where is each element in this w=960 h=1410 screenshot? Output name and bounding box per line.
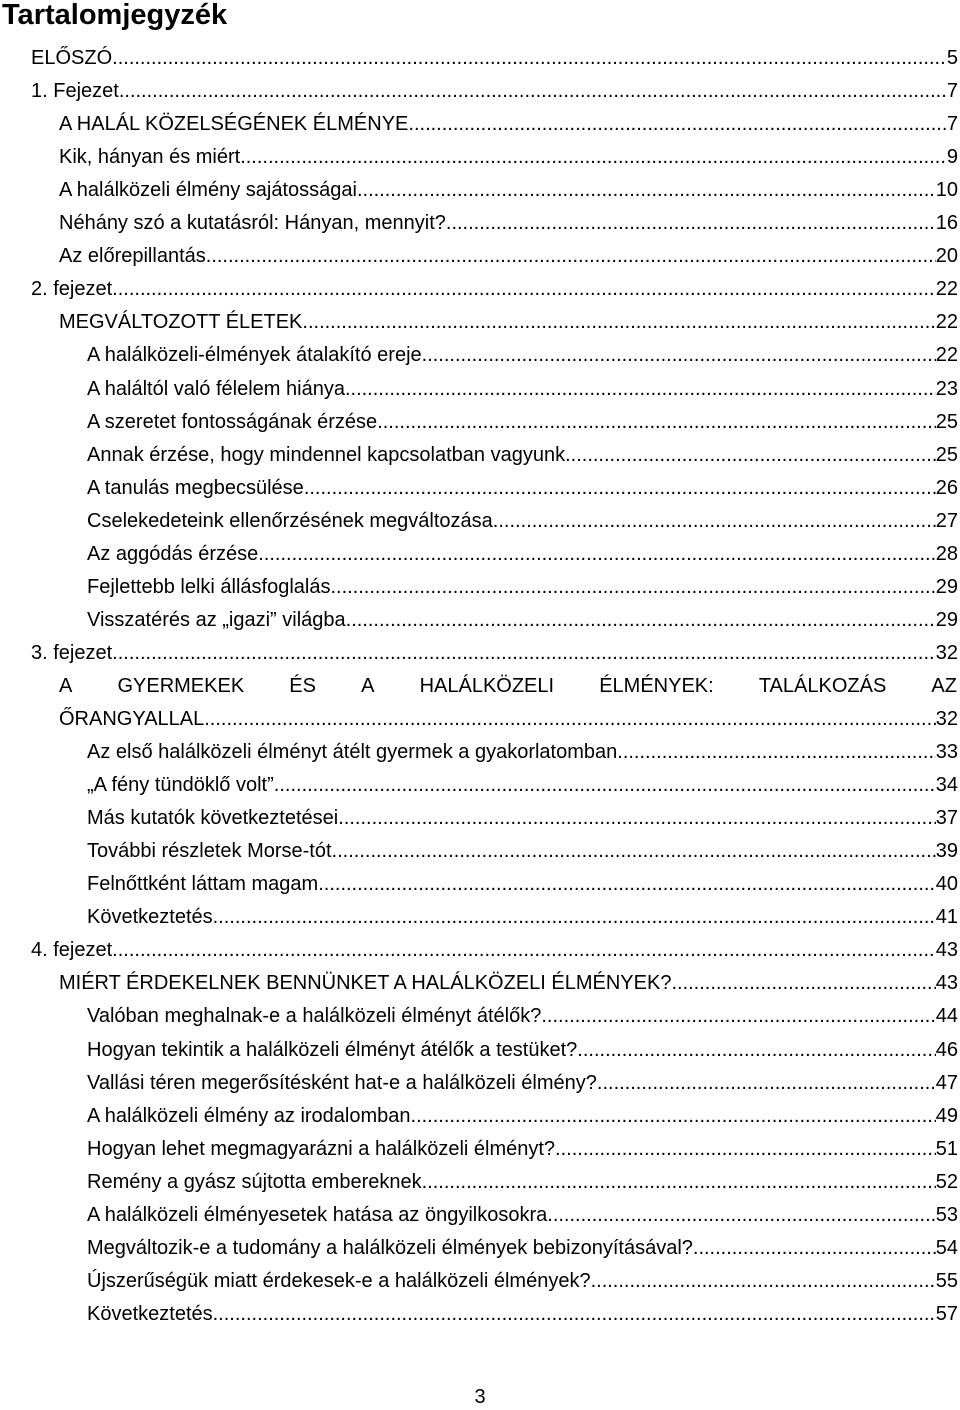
dot-leader [213, 903, 936, 931]
toc-title: Tartalomjegyzék [2, 0, 228, 31]
toc-entry-label: Néhány szó a kutatásról: Hányan, mennyit?. [59, 212, 452, 234]
dot-leader [422, 1168, 936, 1196]
toc-entry-page-number: 40 [935, 873, 958, 895]
toc-entry-page-number: 10 [935, 179, 958, 201]
toc-entry-label: Felnőttként láttam magam [87, 873, 319, 895]
toc-entry-label: Hogyan lehet megmagyarázni a halálközeli élményt? [87, 1138, 556, 1160]
toc-entry-label: Cselekedeteink ellenőrzésének megváltozása [87, 510, 493, 532]
toc-entry-page-number: 16 [935, 212, 958, 234]
toc-entry-label: 1. Fejezet. [31, 80, 125, 102]
toc-entry[interactable] [87, 1267, 958, 1295]
toc-entry-page-number: 39 [935, 840, 958, 862]
heading-word: A [59, 675, 73, 697]
toc-entry-page-number: 44 [935, 1005, 958, 1027]
toc-entry[interactable] [87, 1234, 958, 1262]
toc-entry[interactable] [87, 771, 958, 799]
toc-entry-page-number: 25 [935, 411, 958, 433]
toc-entry-label: A HALÁL KÖZELSÉGÉNEK ÉLMÉNYE. [59, 113, 414, 135]
dot-leader [304, 474, 936, 502]
toc-entry-page-number: 20 [935, 245, 958, 267]
dot-leader [363, 176, 936, 204]
toc-entry-page-number: 5 [946, 47, 958, 69]
toc-entry-page-number: 34 [935, 774, 958, 796]
toc-entry-page-number: 37 [935, 807, 958, 829]
toc-entry[interactable] [87, 1036, 958, 1064]
dot-leader [617, 738, 935, 766]
toc-entry[interactable] [31, 77, 958, 105]
toc-entry-page-number: 7 [946, 113, 958, 135]
toc-entry[interactable] [87, 606, 958, 634]
toc-entry[interactable] [31, 275, 958, 303]
toc-entry[interactable] [59, 242, 958, 270]
dot-leader [332, 837, 936, 865]
toc-entry-page-number: 7 [946, 80, 958, 102]
toc-entry-label: A halálközeli-élmények átalakító ereje [87, 344, 422, 366]
dot-leader [547, 1201, 935, 1229]
toc-entry-label: Hogyan tekintik a halálközeli élményt átélők a testüket? [87, 1039, 578, 1061]
dot-leader [112, 936, 936, 964]
toc-entry-page-number: 47 [935, 1072, 958, 1094]
dot-leader [541, 1002, 935, 1030]
toc-entry[interactable] [87, 1102, 958, 1130]
dot-leader [204, 705, 936, 733]
dot-leader [258, 540, 936, 568]
dot-leader [565, 441, 936, 469]
toc-entry-page-number: 33 [935, 741, 958, 763]
toc-entry-page-number: 22 [935, 344, 958, 366]
dot-leader [330, 573, 935, 601]
heading-word: HALÁLKÖZELI [419, 675, 555, 697]
toc-entry[interactable] [87, 804, 958, 832]
toc-entry-label: Az első halálközeli élményt átélt gyermek a gyakorlatomban [87, 741, 618, 763]
dot-leader [318, 870, 936, 898]
dot-leader [213, 1300, 936, 1328]
dot-leader [118, 44, 947, 72]
toc-entry[interactable] [59, 308, 958, 336]
toc-entry-page-number: 43 [935, 972, 958, 994]
toc-entry-label: A halálközeli élmény sajátosságai. [59, 179, 363, 201]
toc-entry-label: Más kutatók következtetései [87, 807, 339, 829]
dot-leader [118, 275, 936, 303]
heading-word: ÉLMÉNYEK: [599, 675, 714, 697]
toc-entry[interactable] [59, 143, 958, 171]
toc-entry[interactable] [87, 540, 958, 568]
toc-entry-label: A haláltól való félelem hiánya [87, 378, 345, 400]
toc-entry[interactable] [59, 969, 958, 997]
toc-entry[interactable] [31, 936, 958, 964]
toc-entry-label: Újszerűségük miatt érdekesek-e a halálközeli élmények? [87, 1270, 591, 1292]
dot-leader [671, 969, 935, 997]
dot-leader [414, 110, 947, 138]
toc-entry-label: MIÉRT ÉRDEKELNEK BENNÜNKET A HALÁLKÖZELI ÉLMÉNYEK? [59, 972, 672, 994]
dot-leader [555, 1135, 936, 1163]
toc-entry-label: 3. fejezet [31, 642, 113, 664]
toc-entry[interactable] [87, 474, 958, 502]
toc-entry-label: Fejlettebb lelki állásfoglalás [87, 576, 331, 598]
toc-entry-page-number: 23 [935, 378, 958, 400]
dot-leader [112, 639, 936, 667]
toc-entry[interactable] [31, 44, 958, 72]
toc-entry-label: A halálközeli élményesetek hatása az öngyilkosokra [87, 1204, 548, 1226]
toc-entry[interactable] [59, 209, 958, 237]
toc-entry-page-number: 43 [935, 939, 958, 961]
toc-entry-label: „A fény tündöklő volt” [87, 774, 274, 796]
toc-entry-label: ELŐSZÓ. [31, 47, 118, 69]
toc-entry-label: Visszatérés az „igazi” világba [87, 609, 346, 631]
toc-entry[interactable] [59, 176, 958, 204]
heading-word: A [361, 675, 375, 697]
toc-entry-page-number: 28 [935, 543, 958, 565]
toc-entry-page-number: 25 [935, 444, 958, 466]
dot-leader [274, 771, 936, 799]
dot-leader [493, 507, 936, 535]
toc-entry-label: Kik, hányan és miért. [59, 146, 246, 168]
toc-entry[interactable] [87, 408, 958, 436]
toc-entry[interactable] [87, 1135, 958, 1163]
toc-entry[interactable] [87, 837, 958, 865]
dot-leader [591, 1267, 936, 1295]
dot-leader [246, 143, 947, 171]
toc-entry-page-number: 41 [935, 906, 958, 928]
dot-leader [451, 209, 935, 237]
toc-entry-page-number: 52 [935, 1171, 958, 1193]
toc-entry[interactable] [87, 1300, 958, 1328]
toc-entry-label: Remény a gyász sújtotta embereknek [87, 1171, 422, 1193]
toc-entry-page-number: 22 [935, 311, 958, 333]
toc-entry[interactable] [59, 672, 957, 700]
toc-entry-label: Vallási téren megerősítésként hat-e a halálközeli élmény? [87, 1072, 597, 1094]
dot-leader [577, 1036, 935, 1064]
toc-entry[interactable] [87, 903, 958, 931]
toc-entry[interactable] [87, 507, 958, 535]
toc-entry-label: Következtetés [87, 1303, 213, 1325]
toc-entry-page-number: 46 [935, 1039, 958, 1061]
toc-entry-label: Valóban meghalnak-e a halálközeli élményt átélők? [87, 1005, 542, 1027]
toc-entry[interactable] [59, 705, 958, 733]
toc-entry-page-number: 32 [935, 708, 958, 730]
dot-leader [338, 804, 936, 832]
toc-entry-page-number: 9 [946, 146, 958, 168]
toc-entry[interactable] [31, 639, 958, 667]
dot-leader [411, 1102, 936, 1130]
toc-entry-page-number: 27 [935, 510, 958, 532]
heading-word: AZ [931, 675, 957, 697]
dot-leader [211, 242, 935, 270]
toc-entry-page-number: 55 [935, 1270, 958, 1292]
toc-entry-page-number: 54 [935, 1237, 958, 1259]
toc-entry-label: Megváltozik-e a tudomány a halálközeli élmények bebizonyításával? [87, 1237, 693, 1259]
toc-entry[interactable] [87, 1168, 958, 1196]
toc-entry[interactable] [87, 341, 958, 369]
toc-entry-label: Annak érzése, hogy mindennel kapcsolatban vagyunk [87, 444, 566, 466]
toc-entry-label: 4. fejezet [31, 939, 113, 961]
toc-entry-label: A tanulás megbecsülése [87, 477, 304, 499]
toc-entry-page-number: 29 [935, 609, 958, 631]
dot-leader [346, 606, 936, 634]
toc-entry-page-number: 49 [935, 1105, 958, 1127]
toc-entry[interactable] [87, 1002, 958, 1030]
toc-entry-label: Az előrepillantás. [59, 245, 212, 267]
dot-leader [124, 77, 946, 105]
toc-entry[interactable] [87, 1201, 958, 1229]
toc-entry[interactable] [87, 573, 958, 601]
toc-entry-page-number: 29 [935, 576, 958, 598]
toc-entry-label: A szeretet fontosságának érzése [87, 411, 378, 433]
dot-leader [422, 341, 936, 369]
toc-entry-page-number: 32 [935, 642, 958, 664]
dot-leader [308, 308, 936, 336]
toc-entry-label: Következtetés [87, 906, 213, 928]
dot-leader [377, 408, 936, 436]
toc-entry-label: Az aggódás érzése [87, 543, 259, 565]
page-number: 3 [474, 1386, 486, 1408]
toc-entry-page-number: 51 [935, 1138, 958, 1160]
heading-word: TALÁLKOZÁS [758, 675, 887, 697]
toc-entry[interactable] [87, 375, 958, 403]
toc-entry[interactable] [59, 110, 958, 138]
heading-word: ÉS [289, 675, 316, 697]
toc-entry-label: ŐRANGYALLAL [59, 708, 205, 730]
toc-entry-label [59, 672, 957, 700]
toc-entry[interactable] [87, 441, 958, 469]
toc-entry-page-number: 53 [935, 1204, 958, 1226]
dot-leader [693, 1234, 936, 1262]
toc-entry-page-number: 57 [935, 1303, 958, 1325]
toc-entry-page-number: 26 [935, 477, 958, 499]
toc-entry-label: 2. fejezet. [31, 278, 118, 300]
dot-leader [597, 1069, 936, 1097]
toc-entry[interactable] [87, 738, 958, 766]
toc-entry-label: A halálközeli élmény az irodalomban [87, 1105, 411, 1127]
heading-word: GYERMEKEK [117, 675, 245, 697]
toc-entry[interactable] [87, 1069, 958, 1097]
toc-entry-page-number: 22 [935, 278, 958, 300]
toc-entry[interactable] [87, 870, 958, 898]
dot-leader [345, 375, 936, 403]
toc-entry-label: További részletek Morse-tót [87, 840, 332, 862]
toc-entry-label: MEGVÁLTOZOTT ÉLETEK. [59, 311, 308, 333]
